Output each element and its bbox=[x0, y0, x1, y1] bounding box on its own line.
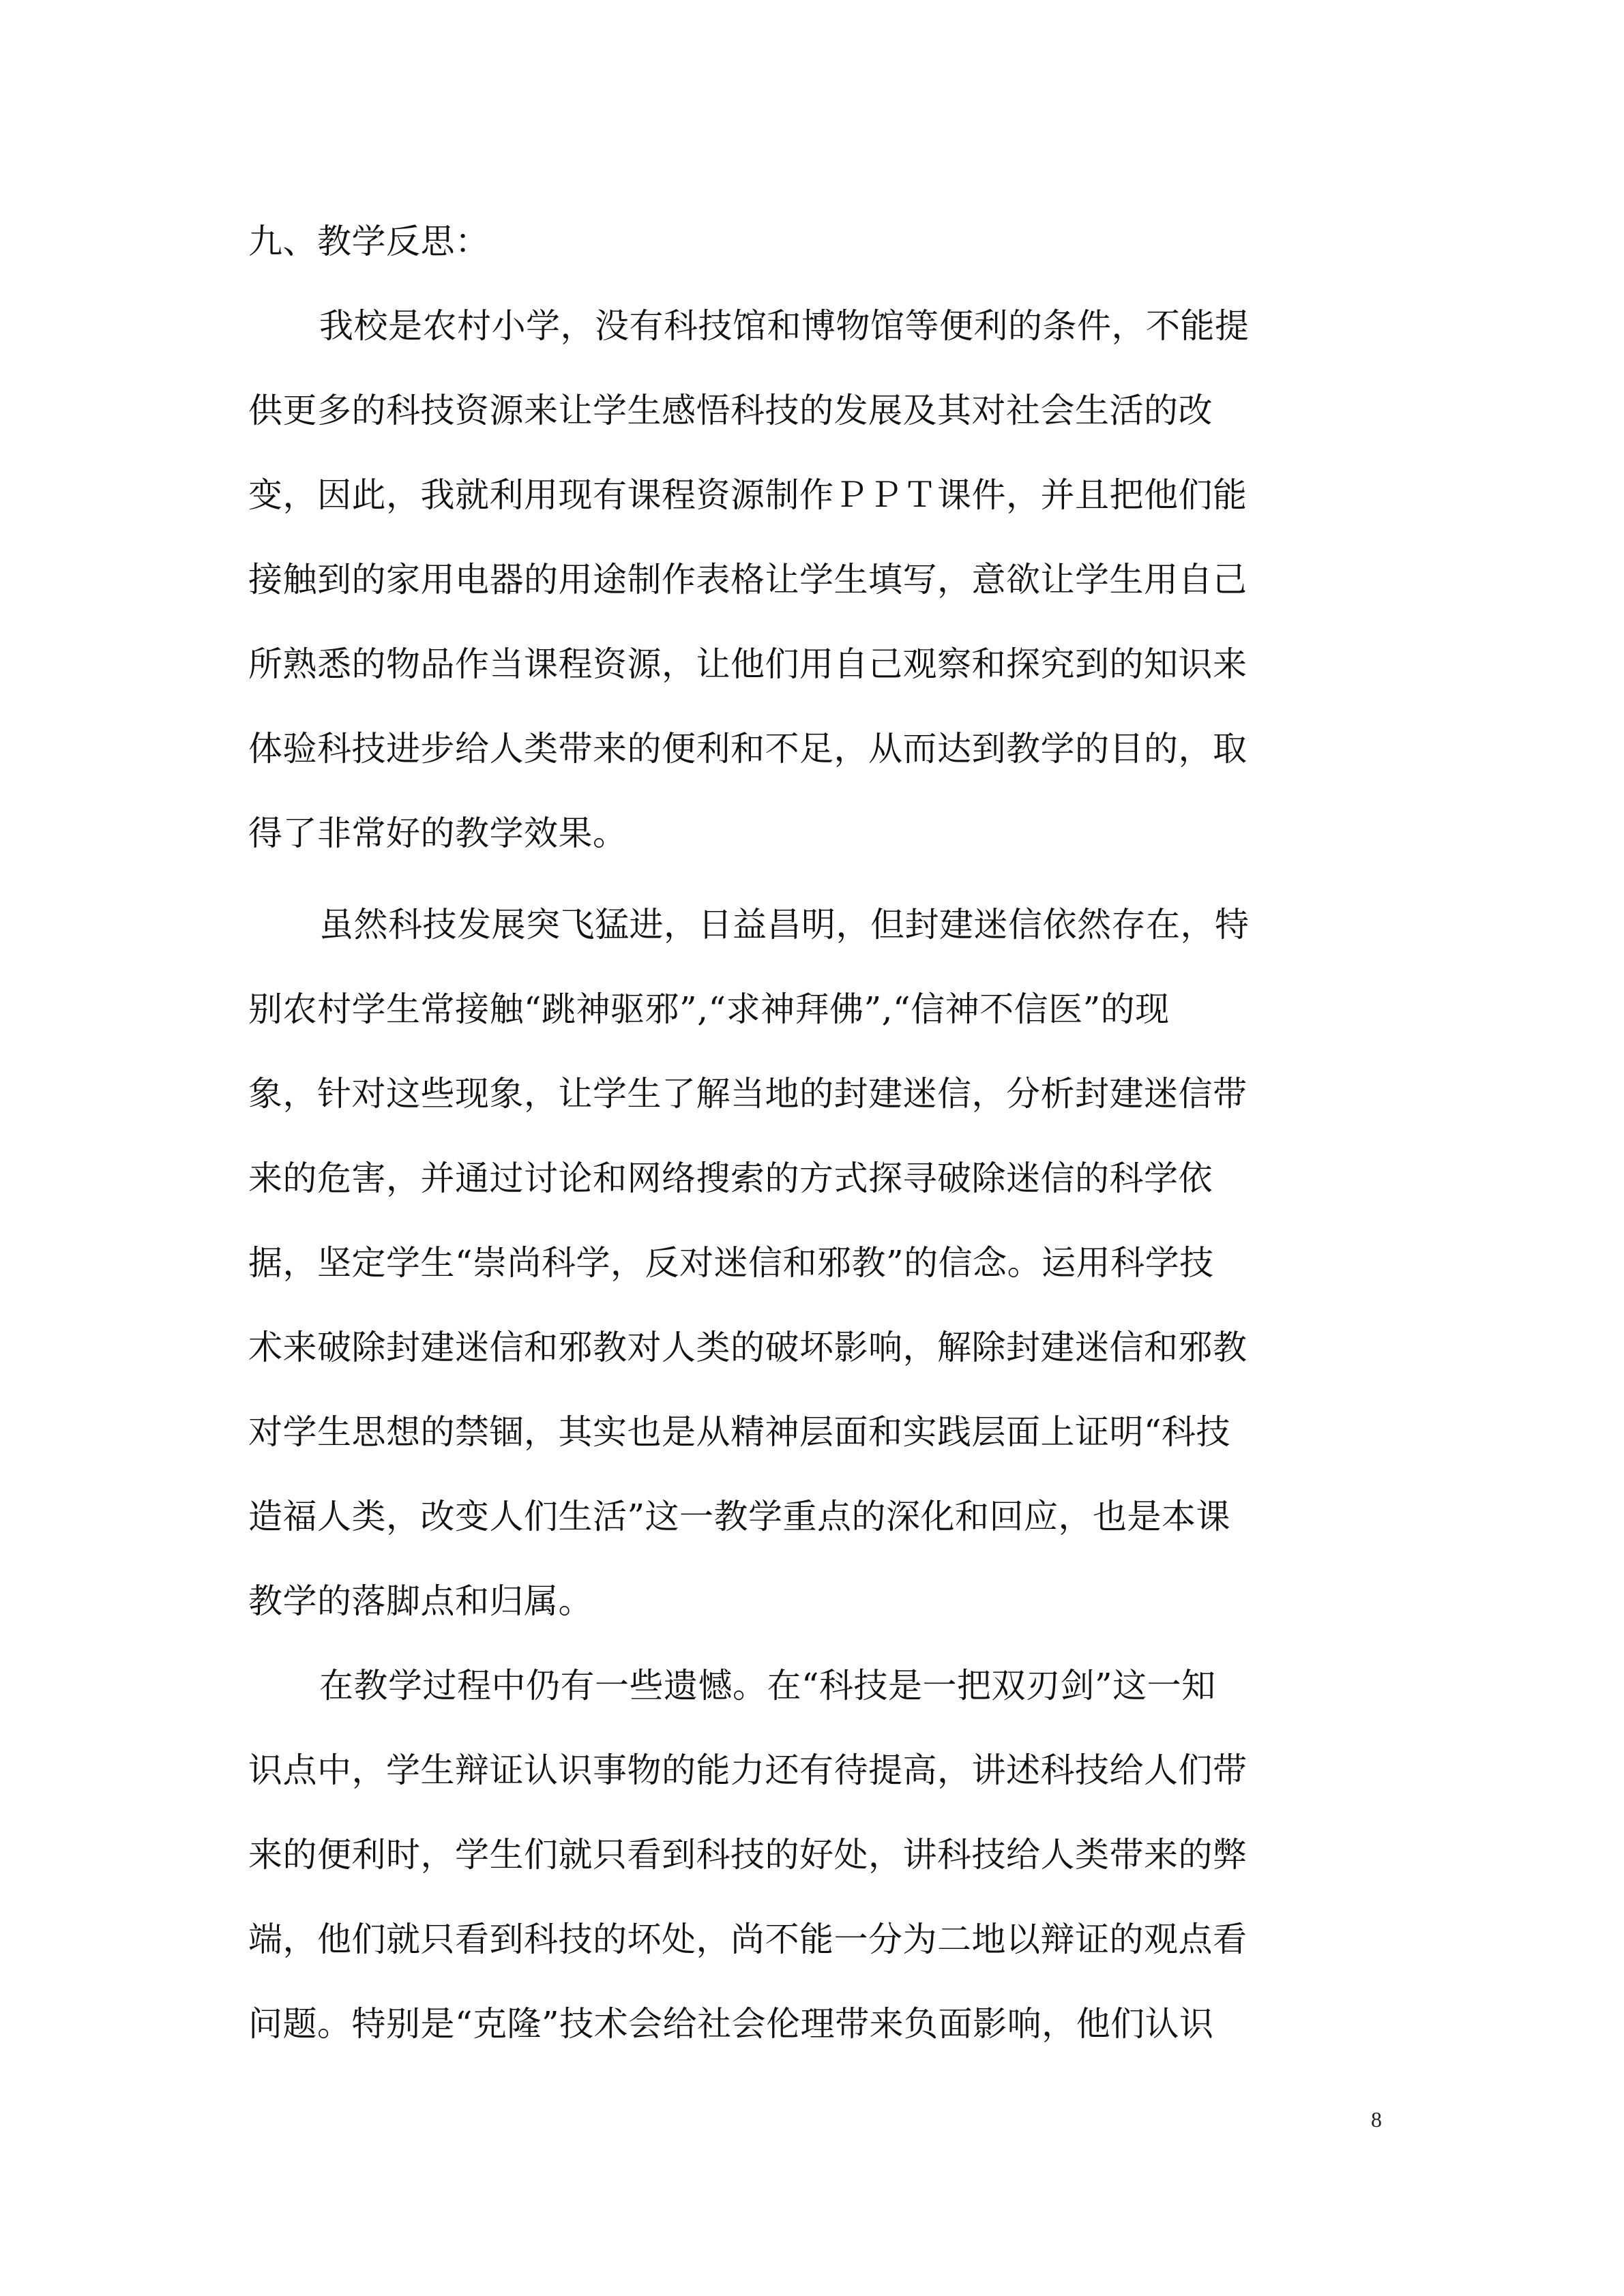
text-line: 识点中，学生辩证认识事物的能力还有待提高，讲述科技给人们带 bbox=[248, 1750, 1247, 1790]
text-line: 体验科技进步给人类带来的便利和不足，从而达到教学的目的，取 bbox=[248, 729, 1247, 769]
text-line: 变，因此，我就利用现有课程资源制作ＰＰＴ课件，并且把他们能 bbox=[248, 475, 1247, 515]
text-line: 我校是农村小学，没有科技馆和博物馆等便利的条件，不能提 bbox=[319, 306, 1250, 346]
text-line: 得了非常好的教学效果。 bbox=[248, 814, 628, 853]
text-line: 象，针对这些现象，让学生了解当地的封建迷信，分析封建迷信带 bbox=[248, 1074, 1247, 1114]
text-line: 术来破除封建迷信和邪教对人类的破坏影响，解除封建迷信和邪教 bbox=[248, 1328, 1247, 1367]
text-line: 虽然科技发展突飞猛进，日益昌明，但封建迷信依然存在，特 bbox=[319, 905, 1250, 944]
text-line: 来的便利时，学生们就只看到科技的好处，讲科技给人类带来的弊 bbox=[248, 1835, 1247, 1875]
text-line: 据，坚定学生“崇尚科学，反对迷信和邪教”的信念。运用科学技 bbox=[248, 1243, 1214, 1283]
page-number: 8 bbox=[1371, 2107, 1382, 2132]
text-line: 端，他们就只看到科技的坏处，尚不能一分为二地以辩证的观点看 bbox=[248, 1920, 1247, 1959]
text-line: 教学的落脚点和归属。 bbox=[248, 1581, 593, 1621]
section-heading: 九、教学反思： bbox=[248, 222, 490, 261]
text-line: 在教学过程中仍有一些遗憾。在“科技是一把双刃剑”这一知 bbox=[319, 1666, 1216, 1705]
text-line: 问题。特别是“克隆”技术会给社会伦理带来负面影响，他们认识 bbox=[248, 2004, 1214, 2044]
text-line: 来的危害，并通过讨论和网络搜索的方式探寻破除迷信的科学依 bbox=[248, 1159, 1213, 1198]
text-line: 所熟悉的物品作当课程资源，让他们用自己观察和探究到的知识来 bbox=[248, 644, 1247, 684]
text-line: 供更多的科技资源来让学生感悟科技的发展及其对社会生活的改 bbox=[248, 391, 1213, 430]
text-line: 别农村学生常接触“跳神驱邪”,“求神拜佛”,“信神不信医”的现 bbox=[248, 989, 1170, 1029]
text-line: 造福人类，改变人们生活”这一教学重点的深化和回应，也是本课 bbox=[248, 1497, 1231, 1536]
text-line: 对学生思想的禁锢，其实也是从精神层面和实践层面上证明“科技 bbox=[248, 1412, 1231, 1452]
text-line: 接触到的家用电器的用途制作表格让学生填写，意欲让学生用自己 bbox=[248, 560, 1247, 599]
